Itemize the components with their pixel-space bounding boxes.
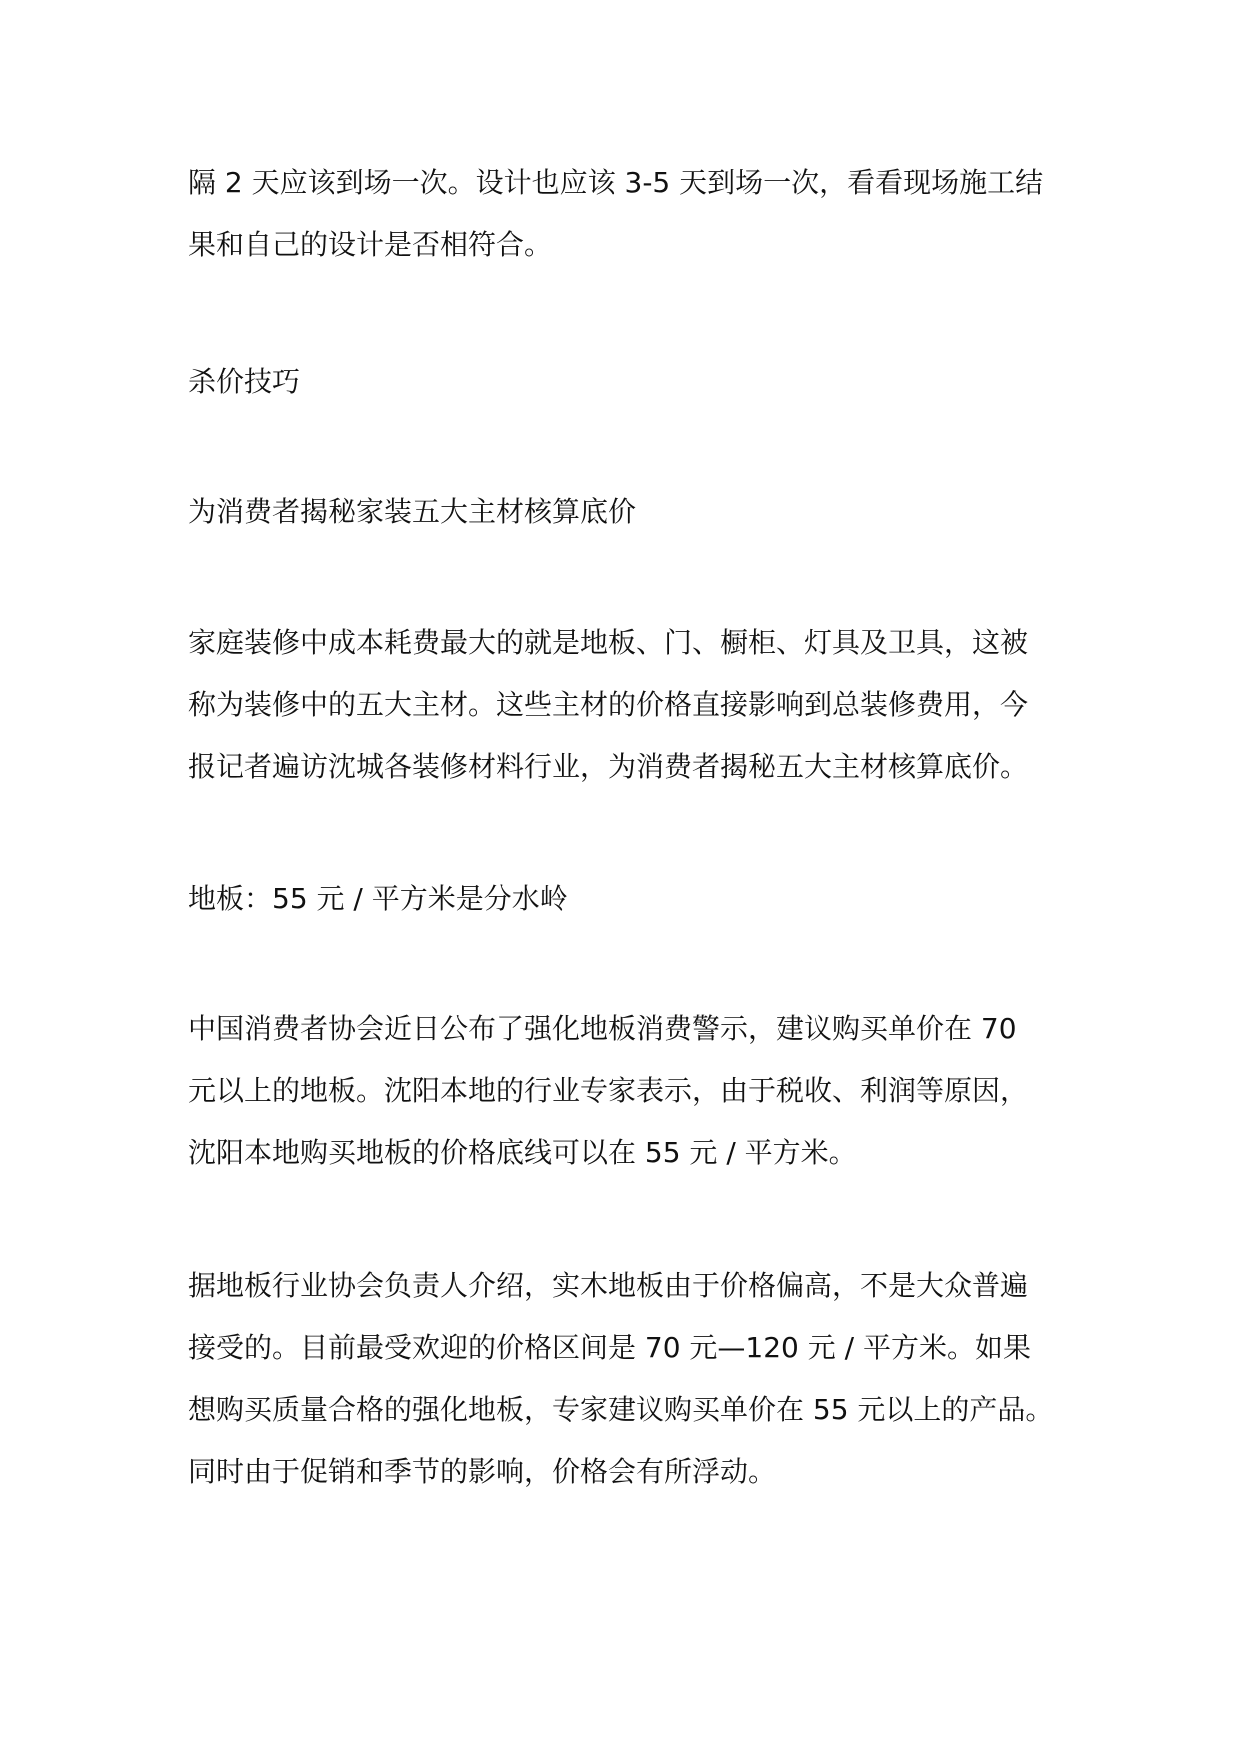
paragraph-consumer-association xyxy=(188,998,1068,1184)
subheading-main-materials xyxy=(188,481,1068,543)
paragraph-five-main-materials xyxy=(188,612,1068,798)
text-line: 地板：55 元 / 平方米是分水岭 xyxy=(188,882,568,915)
text-line: 接受的。目前最受欢迎的价格区间是 70 元—120 元 / 平方米。如果 xyxy=(188,1331,1032,1364)
text-line: 隔 2 天应该到场一次。设计也应该 3-5 天到场一次，看看现场施工结 xyxy=(188,166,1044,199)
text-line: 果和自己的设计是否相符合。 xyxy=(188,228,553,261)
text-line: 为消费者揭秘家装五大主材核算底价 xyxy=(188,495,637,528)
text-line: 元以上的地板。沈阳本地的行业专家表示，由于税收、利润等原因， xyxy=(188,1074,1029,1107)
text-line: 家庭装修中成本耗费最大的就是地板、门、橱柜、灯具及卫具，这被 xyxy=(188,626,1029,659)
text-line: 称为装修中的五大主材。这些主材的价格直接影响到总装修费用，今 xyxy=(188,688,1029,721)
section-heading-bargaining-tips xyxy=(188,351,1068,413)
subheading-flooring-price xyxy=(188,868,1068,930)
text-line: 中国消费者协会近日公布了强化地板消费警示，建议购买单价在 70 xyxy=(188,1012,1017,1045)
text-line: 杀价技巧 xyxy=(188,365,301,398)
text-line: 沈阳本地购买地板的价格底线可以在 55 元 / 平方米。 xyxy=(188,1136,857,1169)
text-line: 报记者遍访沈城各装修材料行业，为消费者揭秘五大主材核算底价。 xyxy=(188,750,1029,783)
text-line: 想购买质量合格的强化地板，专家建议购买单价在 55 元以上的产品。 xyxy=(188,1393,1054,1426)
text-line: 同时由于促销和季节的影响，价格会有所浮动。 xyxy=(188,1455,777,1488)
paragraph-site-visit xyxy=(188,152,1068,276)
paragraph-flooring-association xyxy=(188,1255,1068,1503)
text-line: 据地板行业协会负责人介绍，实木地板由于价格偏高，不是大众普遍 xyxy=(188,1269,1029,1302)
